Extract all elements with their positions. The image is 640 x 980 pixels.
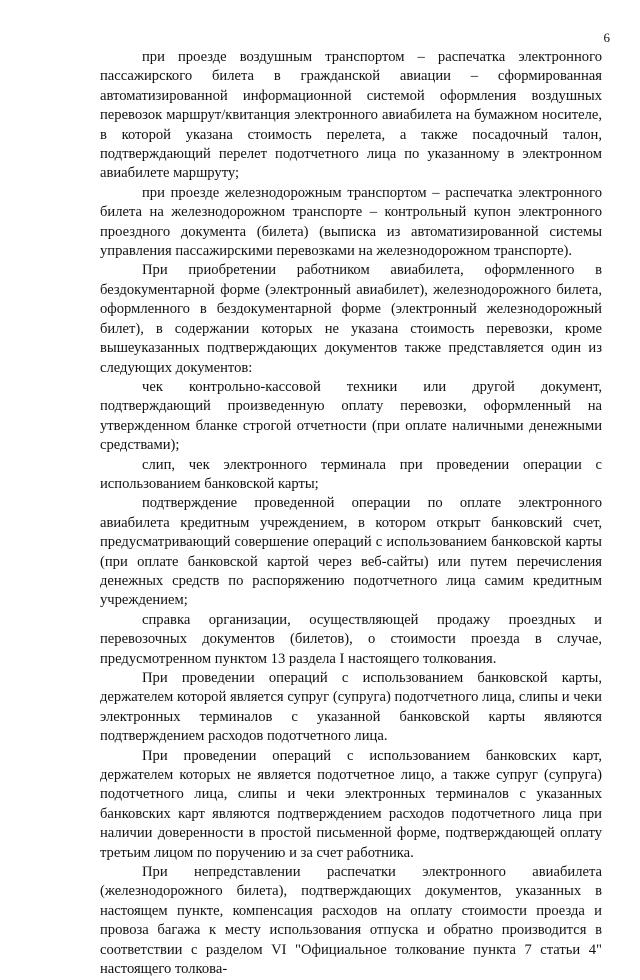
paragraph-non-submission: При непредставлении распечатки электронного авиабилета (железнодорожного билета), подтверждающих документов, указанных в настоящем пункте, компенсация расходов на оплату стоимости проезда и провоза багажа к месту использования отпуска и обратно производится в соответствии с разделом VI "Официальное толкование пункта 7 статьи 4" настоящего толкова- bbox=[100, 864, 602, 978]
paragraph-terminal-slip: слип, чек электронного терминала при проведении операции с использованием банковской карты; bbox=[100, 456, 602, 492]
paragraph-agency-certificate: справка организации, осуществляющей продажу проездных и перевозочных документов (билетов), о стоимости проезда в случае, предусмотренном пунктом 13 раздела I настоящего толкования. bbox=[100, 611, 602, 667]
paragraph-bank-confirmation: подтверждение проведенной операции по оплате электронного авиабилета кредитным учреждением, в котором открыт банковский счет, предусматривающий совершение операций с использованием банковской карты (при оплате банковской картой через веб-сайты) или путем перечисления денежных средств по распоряжению подотчетного лица самим кредитным учреждением; bbox=[100, 495, 602, 609]
paragraph-air-transport: при проезде воздушным транспортом – распечатка электронного пассажирского билета в гражданской авиации – сформированная автоматизированной информационной системой оформления воздушных перевозок маршрут/квитанция электронного авиабилета на бумажном носителе, в которой указана стоимость перелета, а также посадочный талон, подтверждающий перелет подотчетного лица по указанному в электронном авиабилете маршруту; bbox=[100, 49, 602, 182]
document-body bbox=[100, 48, 602, 980]
paragraph-cash-receipt: чек контрольно-кассовой техники или другой документ, подтверждающий произведенную оплату перевозки, оформленный на утвержденном бланке строгой отчетности (при оплате наличными денежными средствами); bbox=[100, 378, 602, 454]
paragraph-third-party-card: При проведении операций с использованием банковских карт, держателем которых не является подотчетное лицо, а также супруг (супруга) подотчетного лица, слипы и чеки электронных терминалов с указанных банковских карт являются подтверждением расходов подотчетного лица при наличии доверенности в простой письменной форме, подтверждающей оплату третьим лицом по поручению и за счет работника. bbox=[100, 747, 602, 861]
paragraph-spouse-card: При проведении операций с использованием банковской карты, держателем которой является супруг (супруга) подотчетного лица, слипы и чеки электронных терминалов с указанной банковской карты являются подтверждением расходов подотчетного лица. bbox=[100, 670, 602, 745]
paragraph-rail-transport: при проезде железнодорожным транспортом – распечатка электронного билета на железнодорожном транспорте – контрольный купон электронного проездного документа (билета) (выписка из автоматизированной системы управления пассажирскими перевозками на железнодорожном транспорте). bbox=[100, 184, 602, 260]
paragraph-electronic-ticket-purchase: При приобретении работником авиабилета, оформленного в бездокументарной форме (электронный авиабилет), железнодорожного билета, оформленного в бездокументарной форме (электронный железнодорожный билет), в содержании которых не указана стоимость перевозки, кроме вышеуказанных подтверждающих документов также представляется один из следующих документов: bbox=[100, 262, 602, 376]
page-number: 6 bbox=[603, 30, 610, 45]
